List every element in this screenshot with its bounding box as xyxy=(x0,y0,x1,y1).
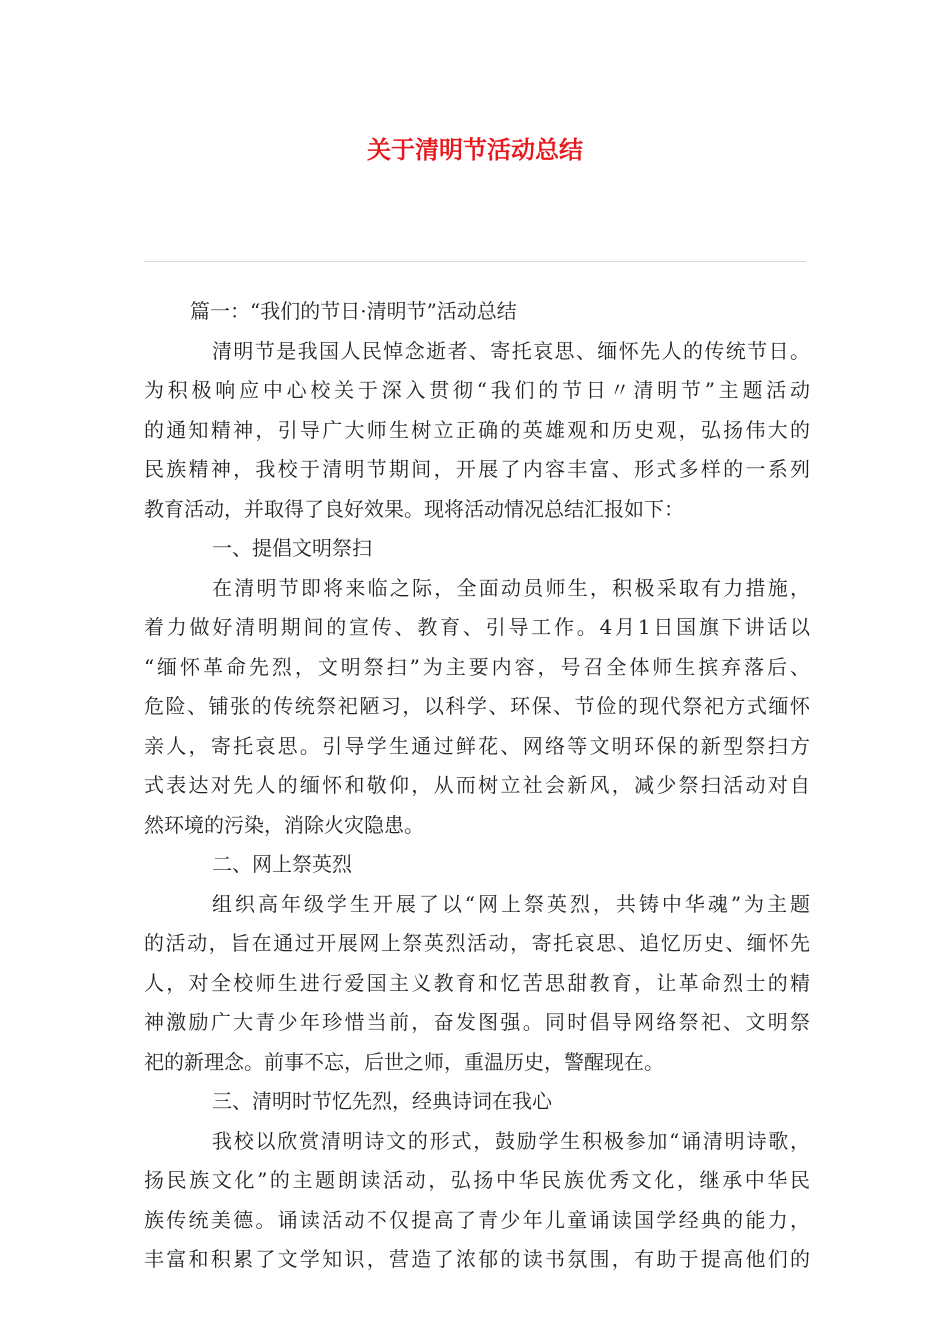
title-divider xyxy=(144,261,806,262)
paragraph-line: 民族精神，我校于清明节期间，开展了内容丰富、形式多样的一系列 xyxy=(144,457,810,481)
paragraph-line: 扬民族文化”的主题朗读活动，弘扬中华民族优秀文化，继承中华民 xyxy=(144,1168,810,1192)
paragraph-line: 的活动，旨在通过开展网上祭英烈活动，寄托哀思、追忆历史、缅怀先 xyxy=(144,931,810,955)
paragraph-line: 教育活动，并取得了良好效果。现将活动情况总结汇报如下： xyxy=(144,496,684,521)
document-body xyxy=(144,292,810,1280)
paragraph-line: 祀的新理念。前事不忘，后世之师，重温历史，警醒现在。 xyxy=(144,1049,664,1074)
section-heading: 三、清明时节忆先烈，经典诗词在我心 xyxy=(212,1089,552,1113)
paragraph-line: 人，对全校师生进行爱国主义教育和忆苦思甜教育，让革命烈士的精 xyxy=(144,970,810,995)
paragraph-line: 着力做好清明期间的宣传、教育、引导工作。4月1日国旗下讲话以 xyxy=(144,615,810,639)
paragraph-line: 亲人，寄托哀思。引导学生通过鲜花、网络等文明环保的新型祭扫方 xyxy=(144,733,810,758)
paragraph-line: 丰富和积累了文学知识，营造了浓郁的读书氛围，有助于提高他们的 xyxy=(144,1247,810,1271)
section-heading: 一、提倡文明祭扫 xyxy=(212,536,372,560)
paragraph-line: 然环境的污染，消除火灾隐患。 xyxy=(144,812,424,837)
paragraph-line: 我校以欣赏清明诗文的形式，鼓励学生积极参加“诵清明诗歌， xyxy=(212,1128,810,1153)
paragraph-line: “缅怀革命先烈，文明祭扫”为主要内容，号召全体师生摈弃落后、 xyxy=(144,654,810,679)
paragraph-line: 危险、铺张的传统祭祀陋习，以科学、环保、节俭的现代祭祀方式缅怀 xyxy=(144,694,810,718)
paragraph-line: 族传统美德。诵读活动不仅提高了青少年儿童诵读国学经典的能力， xyxy=(144,1207,810,1232)
section-heading: 二、网上祭英烈 xyxy=(212,852,352,876)
paragraph-line: 为积极响应中心校关于深入贯彻“我们的节日〃清明节”主题活动 xyxy=(144,378,810,402)
paragraph-line: 在清明节即将来临之际，全面动员师生，积极采取有力措施， xyxy=(212,575,810,600)
paragraph-line: 的通知精神，引导广大师生树立正确的英雄观和历史观，弘扬伟大的 xyxy=(144,417,810,442)
document-title: 关于清明节活动总结 xyxy=(367,136,583,164)
section-heading: 篇一：“我们的节日·清明节”活动总结 xyxy=(190,299,517,323)
paragraph-line: 清明节是我国人民悼念逝者、寄托哀思、缅怀先人的传统节日。 xyxy=(212,338,810,363)
paragraph-line: 神激励广大青少年珍惜当前，奋发图强。同时倡导网络祭祀、文明祭 xyxy=(144,1010,810,1034)
paragraph-line: 式表达对先人的缅怀和敬仰，从而树立社会新风，减少祭扫活动对自 xyxy=(144,773,810,797)
paragraph-line: 组织高年级学生开展了以“网上祭英烈，共铸中华魂”为主题 xyxy=(212,891,810,916)
